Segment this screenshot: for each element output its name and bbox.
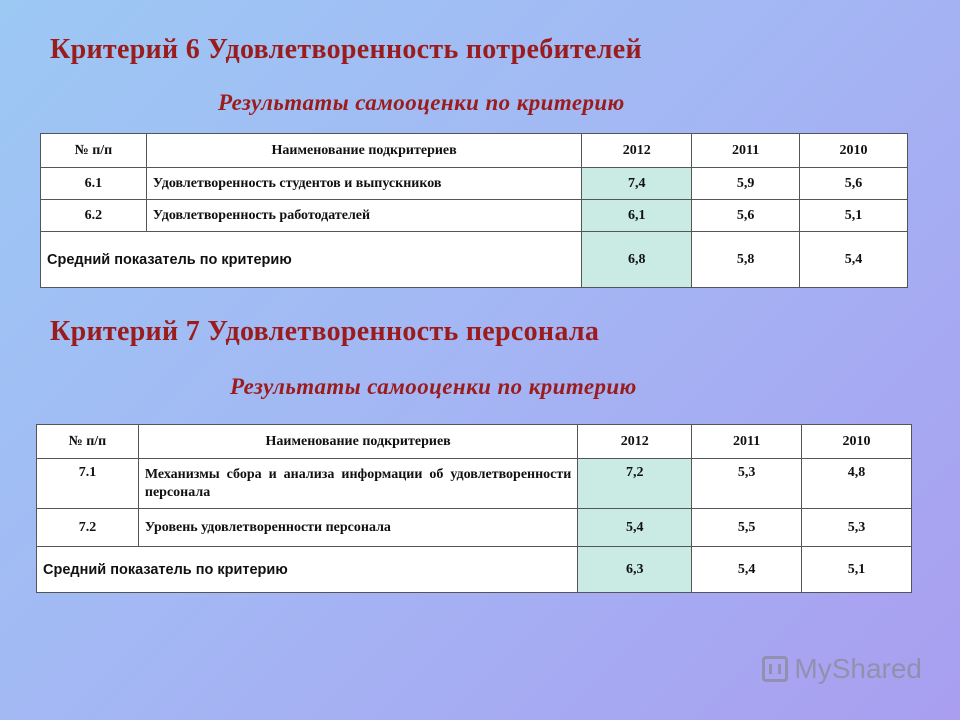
table-row (37, 509, 912, 547)
average-2012: 6,3 (578, 547, 692, 593)
watermark-logo (762, 653, 922, 685)
header-num: № п/п (41, 134, 147, 168)
table-header-row (41, 134, 908, 168)
average-2010: 5,1 (802, 547, 912, 593)
value-2012: 5,4 (578, 509, 692, 547)
header-2012: 2012 (582, 134, 692, 168)
value-2012: 7,2 (578, 459, 692, 509)
table-row (41, 168, 908, 200)
row-name: Удовлетворенность работодателей (146, 200, 581, 232)
row-num: 7.2 (37, 509, 139, 547)
row-name: Удовлетворенность студентов и выпускников (146, 168, 581, 200)
watermark-text: MyShared (794, 653, 922, 684)
header-name: Наименование подкритериев (138, 425, 577, 459)
value-2011: 5,5 (692, 509, 802, 547)
header-2010: 2010 (800, 134, 908, 168)
row-name: Уровень удовлетворенности персонала (138, 509, 577, 547)
average-2011: 5,8 (692, 232, 800, 288)
row-name: Механизмы сбора и анализа информации об удовлетворенности персонала (138, 459, 577, 509)
row-num: 6.2 (41, 200, 147, 232)
value-2012: 6,1 (582, 200, 692, 232)
header-2011: 2011 (692, 134, 800, 168)
average-label: Средний показатель по критерию (41, 232, 582, 288)
value-2011: 5,9 (692, 168, 800, 200)
header-num: № п/п (37, 425, 139, 459)
row-num: 7.1 (37, 459, 139, 509)
header-2011: 2011 (692, 425, 802, 459)
value-2011: 5,6 (692, 200, 800, 232)
table-row (41, 200, 908, 232)
value-2012: 7,4 (582, 168, 692, 200)
value-2010: 5,3 (802, 509, 912, 547)
value-2011: 5,3 (692, 459, 802, 509)
average-row (37, 547, 912, 593)
criterion-6-title: Критерий 6 Удовлетворенность потребителей (50, 34, 642, 65)
row-num: 6.1 (41, 168, 147, 200)
header-name: Наименование подкритериев (146, 134, 581, 168)
criterion-7-table (36, 424, 912, 593)
value-2010: 5,1 (800, 200, 908, 232)
criterion-7-subtitle: Результаты самооценки по критерию (230, 374, 637, 399)
criterion-6-table (40, 133, 908, 288)
header-2010: 2010 (802, 425, 912, 459)
value-2010: 4,8 (802, 459, 912, 509)
average-2011: 5,4 (692, 547, 802, 593)
value-2010: 5,6 (800, 168, 908, 200)
average-row (41, 232, 908, 288)
average-2012: 6,8 (582, 232, 692, 288)
average-2010: 5,4 (800, 232, 908, 288)
presentation-board-icon (762, 656, 788, 682)
criterion-7-title: Критерий 7 Удовлетворенность персонала (50, 316, 600, 347)
average-label: Средний показатель по критерию (37, 547, 578, 593)
header-2012: 2012 (578, 425, 692, 459)
table-row (37, 459, 912, 509)
criterion-6-subtitle: Результаты самооценки по критерию (218, 90, 625, 115)
table-header-row (37, 425, 912, 459)
